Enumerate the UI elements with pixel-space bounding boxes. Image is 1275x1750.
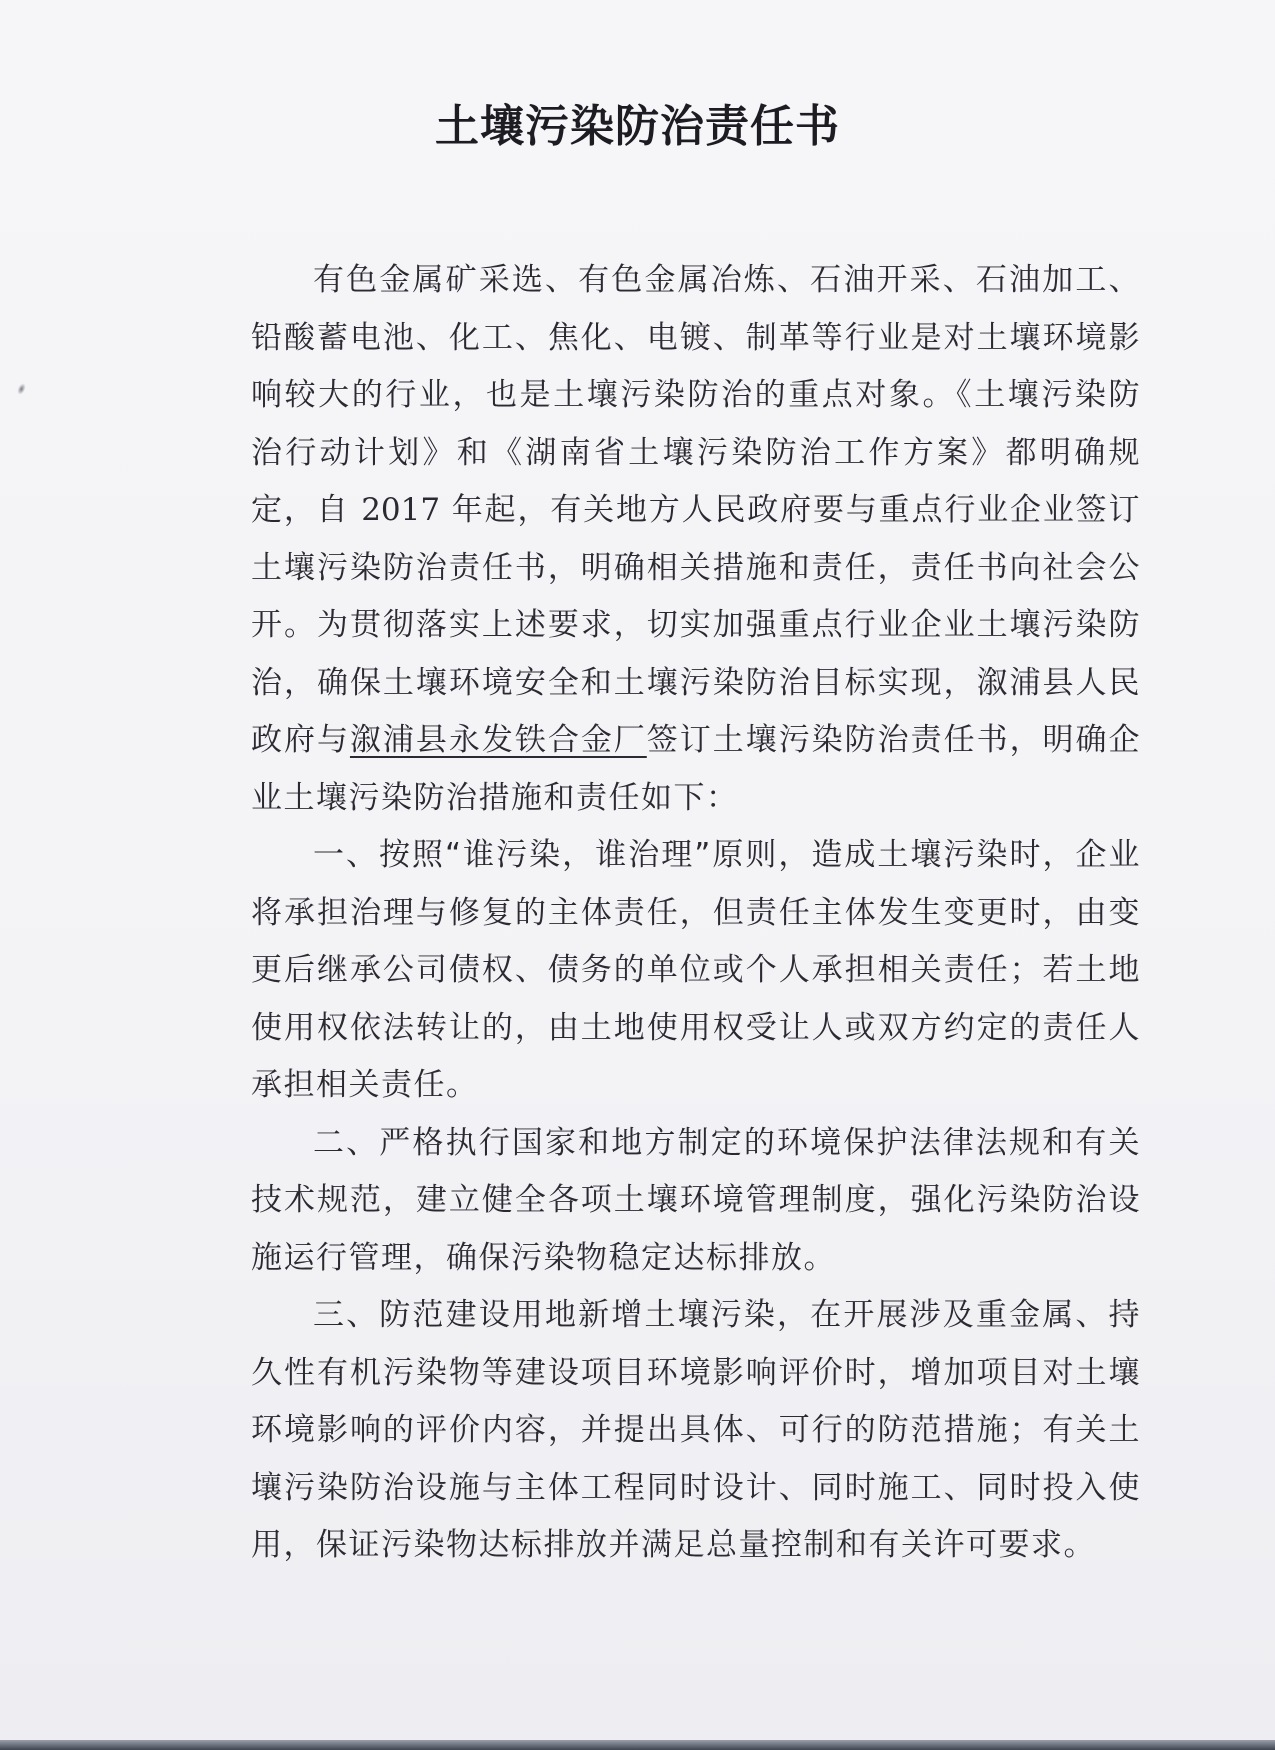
document-body (251, 252, 1141, 1575)
scan-bottom-edge (0, 1740, 1275, 1750)
clause-two: 二、严格执行国家和地方制定的环境保护法律法规和有关技术规范，建立健全各项土壤环境管理制度，强化污染防治设施运行管理，确保污染物稳定达标排放。 (251, 1124, 1141, 1276)
intro-paragraph (251, 252, 1141, 827)
intro-text-1: 有色金属矿采选、有色金属冶炼、石油开采、石油加工、铅酸蓄电池、化工、焦化、电镀、制革等行业是对土壤环境影响较大的行业，也是土壤污染防治的重点对象。《土壤污染防治行动计划》和《湖南省土壤污染防治工作方案》都明确规定，自 (251, 262, 1141, 528)
clause-one: 一、按照“谁污染，谁治理”原则，造成土壤污染时，企业将承担治理与修复的主体责任，但责任主体发生变更时，由变更后继承公司债权、债务的单位或个人承担相关责任；若土地使用权依法转让的，由土地使用权受让人或双方约定的责任人承担相关责任。 (251, 837, 1141, 1103)
company-name: 溆浦县永发铁合金厂 (349, 722, 647, 758)
intro-text-3: 签订土壤污染防治责任书，明确企业土壤污染防治措施和责任如下： (251, 722, 1142, 816)
clause-three: 三、防范建设用地新增土壤污染，在开展涉及重金属、持久性有机污染物等建设项目环境影响评价时，增加项目对土壤环境影响的评价内容，并提出具体、可行的防范措施；有关土壤污染防治设施与主体工程同时设计、同时施工、同时投入使用，保证污染物达标排放并满足总量控制和有关许可要求。 (251, 1297, 1141, 1563)
document-title: 土壤污染防治责任书 (435, 101, 840, 152)
intro-year: 2017 (361, 492, 441, 528)
intro-text-2: 年起，有关地方人民政府要与重点行业企业签订土壤污染防治责任书，明确相关措施和责任，责任书向社会公开。为贯彻落实上述要求，切实加强重点行业企业土壤污染防治，确保土壤环境安全和土壤污染防治目标实现，溆浦县人民政府与 (251, 492, 1141, 758)
scan-speck (16, 382, 27, 396)
